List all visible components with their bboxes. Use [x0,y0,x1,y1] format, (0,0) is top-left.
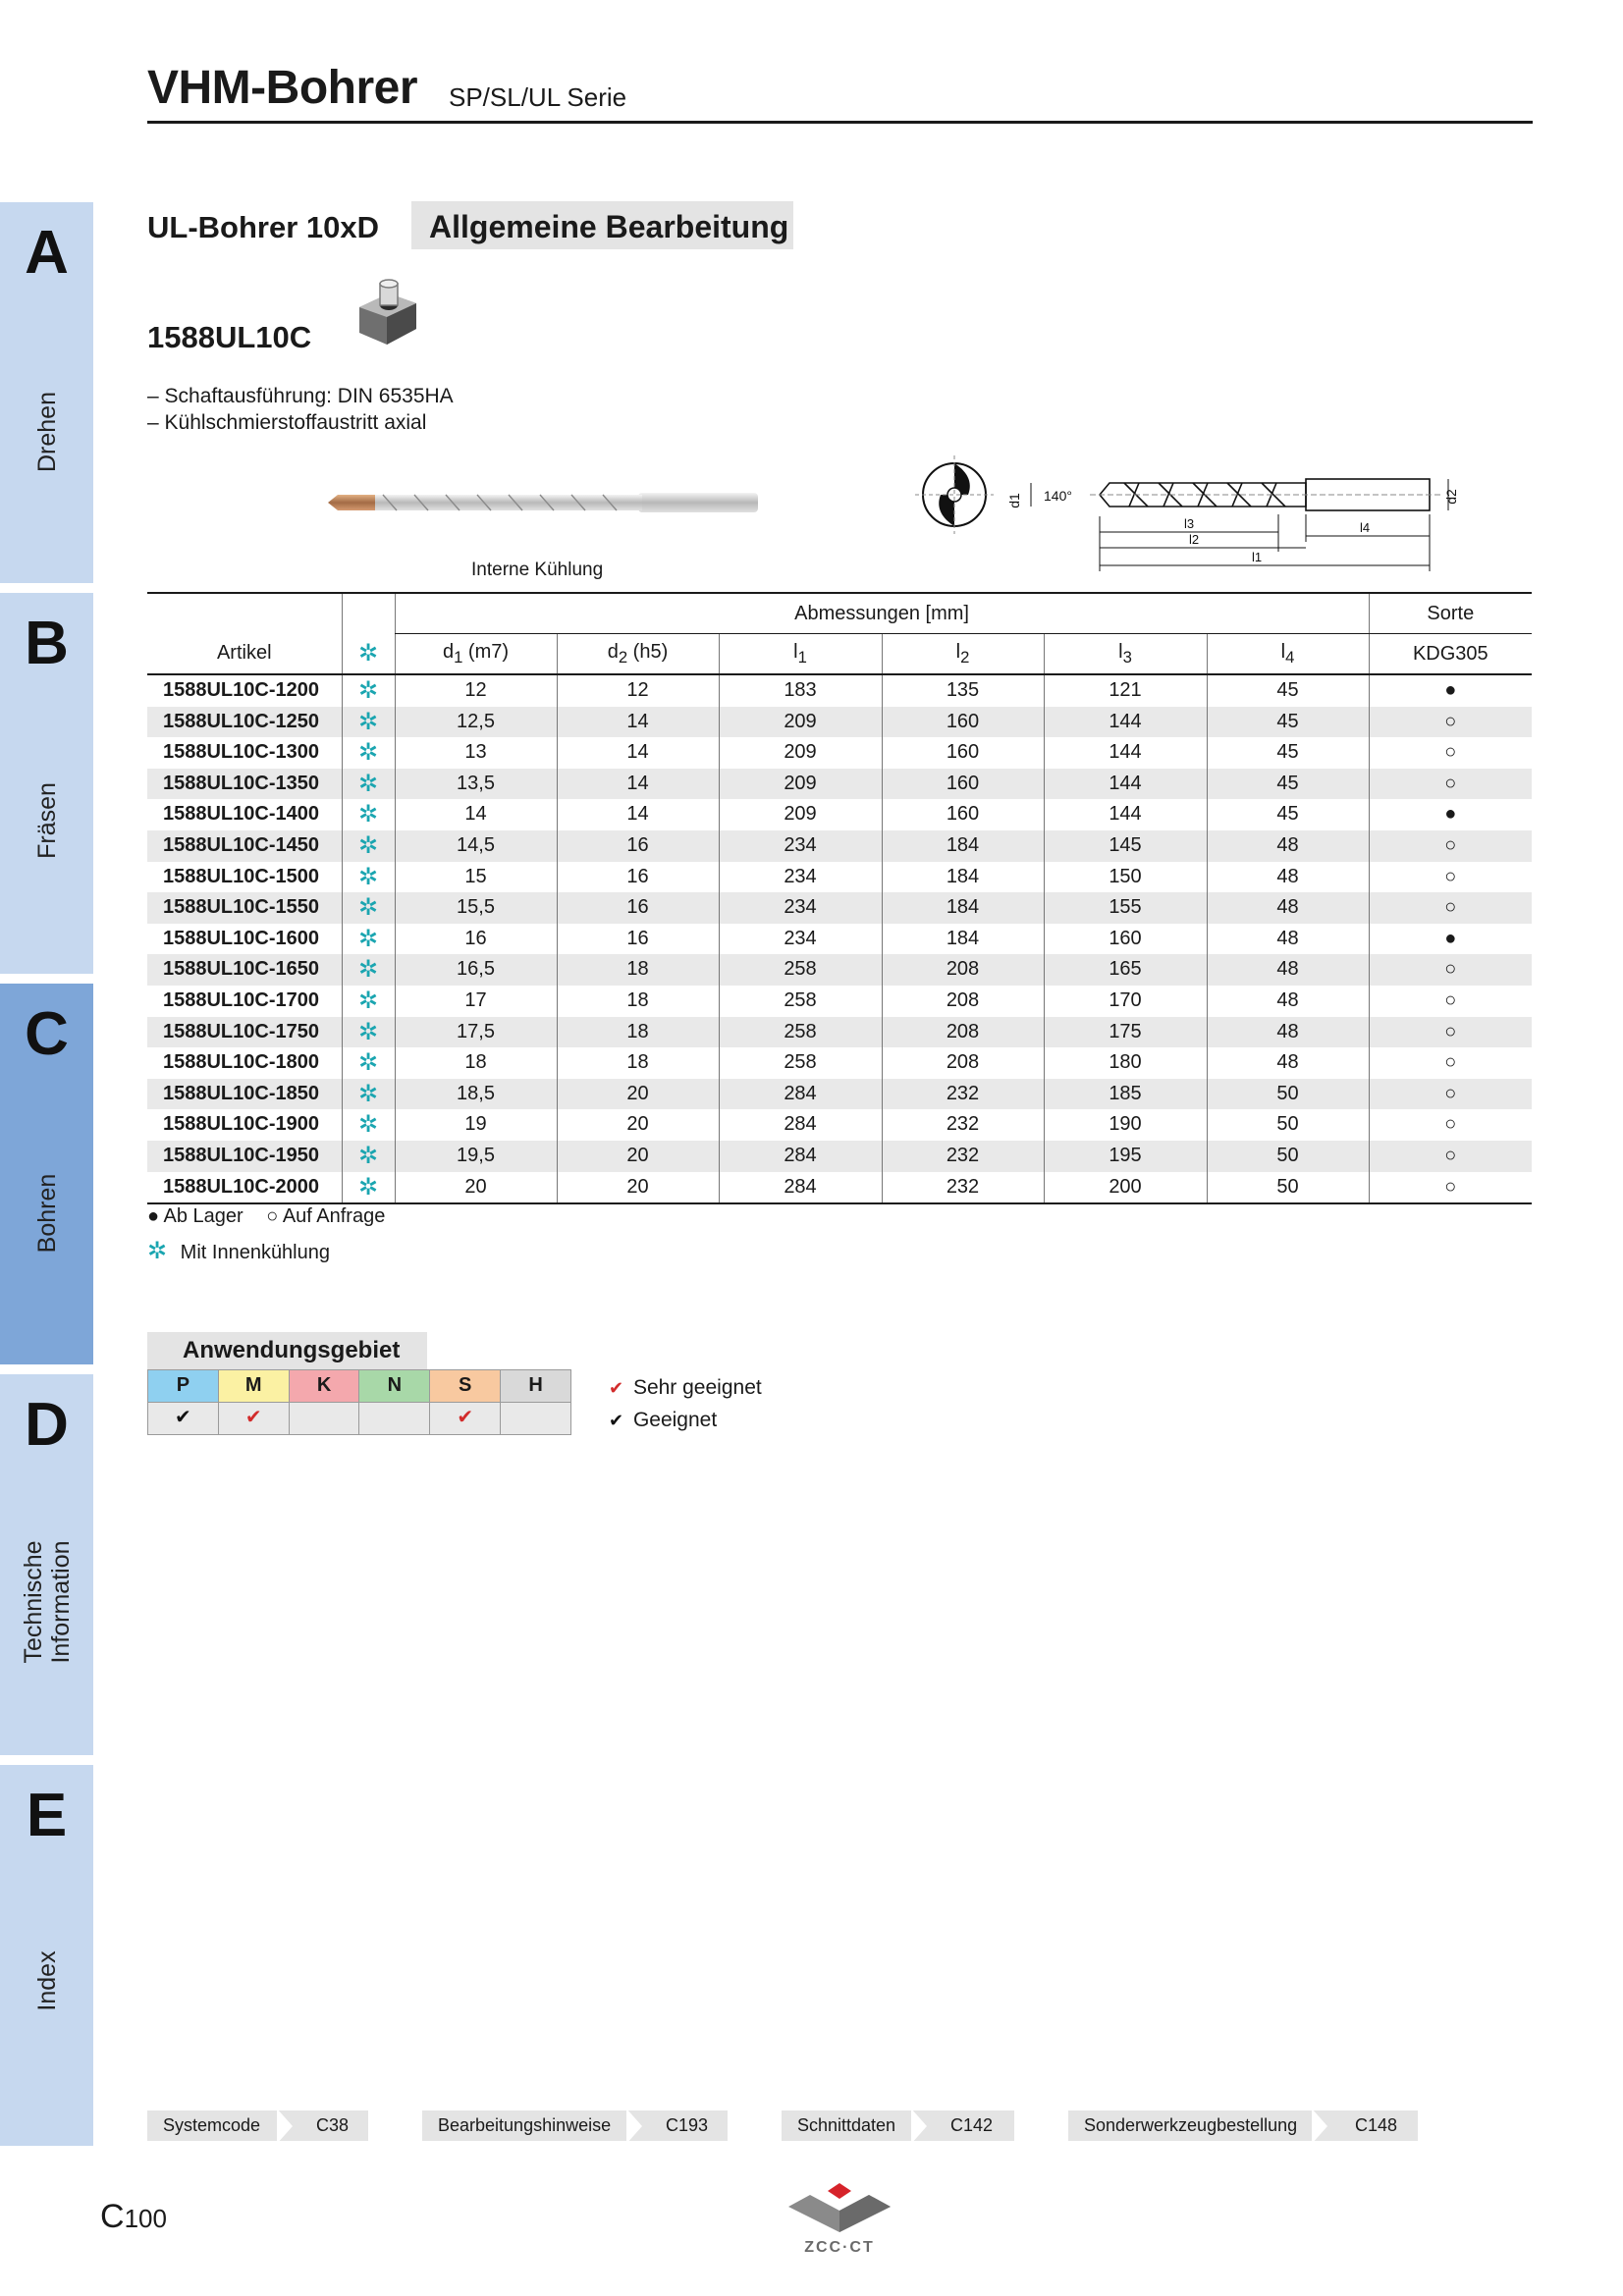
drawing-label-d2: d2 [1443,489,1459,505]
cell-l1: 209 [719,707,882,738]
cell-l2: 232 [882,1109,1044,1141]
cell-l3: 121 [1044,674,1207,707]
cell-article: 1588UL10C-1800 [163,1051,319,1074]
side-tab-label: Fräsen [33,782,61,859]
cell-availability: ● [1369,674,1532,707]
cell-d2: 20 [557,1079,719,1110]
coolant-icon: ✲ [147,1238,168,1264]
table-row [147,1141,1532,1172]
page-subtitle: SP/SL/UL Serie [449,82,627,112]
cell-l4: 50 [1207,1079,1369,1110]
cell-d1: 18 [395,1047,557,1079]
chevron-right-icon [1312,2109,1327,2144]
cell-l1: 234 [719,830,882,862]
material-mark-n [359,1403,430,1435]
cell-article: 1588UL10C-1500 [163,865,319,887]
col-header-l4: $l_4$ [1207,634,1369,675]
side-tab-label-line: Information [47,1540,75,1664]
coolant-icon: ✲ [342,892,395,924]
material-marks-row [148,1403,571,1435]
coolant-icon: ✲ [342,862,395,893]
cell-l1: 209 [719,769,882,800]
cell-d1: 12,5 [395,707,557,738]
cell-l4: 48 [1207,1047,1369,1079]
cell-d2: 18 [557,986,719,1017]
cell-l2: 160 [882,799,1044,830]
drawing-label-d1: d1 [1006,493,1022,508]
side-tab-label-line: Technische [20,1540,47,1664]
ref-schnittdaten[interactable] [782,2110,1014,2141]
cell-d2: 16 [557,924,719,955]
drawing-label-l2: l2 [1188,532,1200,547]
cell-l4: 48 [1207,1017,1369,1048]
cell-l3: 144 [1044,799,1207,830]
drawing-label-l1: l1 [1251,550,1263,564]
cell-d1: 12 [395,674,557,707]
drawing-label-angle: 140° [1044,488,1072,504]
cell-article: 1588UL10C-1600 [163,927,319,949]
col-header-l1: $l_1$ [719,634,882,675]
drill-photo-caption: Interne Kühlung [471,560,604,580]
cell-l4: 48 [1207,862,1369,893]
material-code-p: P [148,1370,219,1403]
cell-article: 1588UL10C-2000 [147,1172,342,1204]
cell-d1: 17 [395,986,557,1017]
cell-l2: 232 [882,1079,1044,1110]
coolant-icon: ✲ [342,1109,395,1141]
check-icon: ✔ [175,1407,191,1428]
application-title-box [147,1332,427,1369]
legend-availability [147,1205,385,1228]
table-row [147,892,1532,924]
cell-l1: 258 [719,986,882,1017]
chevron-right-icon [277,2109,293,2144]
cell-l4: 45 [1207,707,1369,738]
cell-l1: 183 [719,674,882,707]
ref-systemcode[interactable] [147,2110,368,2141]
cell-l3: 200 [1044,1172,1207,1204]
legend-stock: ● Ab Lager [147,1205,243,1227]
ref-page: C193 [666,2115,709,2135]
cell-l4: 45 [1207,799,1369,830]
material-mark-k [289,1403,359,1435]
cell-availability: ○ [1369,954,1532,986]
cell-l4: 45 [1207,674,1369,707]
legend-very-good [609,1376,762,1400]
cell-availability: ○ [1369,1109,1532,1141]
cross-section-view [915,455,994,534]
coolant-icon: ✲ [342,924,395,955]
cell-l3: 180 [1044,1047,1207,1079]
section-title: UL-Bohrer 10xD [147,210,379,244]
cell-l3: 145 [1044,830,1207,862]
cell-l4: 48 [1207,954,1369,986]
ref-label: Schnittdaten [797,2115,896,2135]
cell-d2: 14 [557,737,719,769]
cell-availability: ○ [1369,1047,1532,1079]
group-header-dimensions: Abmessungen [mm] [395,593,1369,634]
cell-availability: ○ [1369,1017,1532,1048]
cell-l4: 45 [1207,769,1369,800]
side-tab-letter: B [25,610,69,677]
side-tab-label: Bohren [33,1173,61,1254]
check-red-icon: ✔ [609,1378,624,1398]
cell-l3: 195 [1044,1141,1207,1172]
feature-item: – Kühlschmierstoffaustritt axial [147,411,427,434]
col-header-coolant-spacer [342,593,395,634]
cell-l1: 209 [719,737,882,769]
table-row [147,954,1532,986]
cell-l2: 135 [882,674,1044,707]
table-row [147,707,1532,738]
table-row [147,986,1532,1017]
cell-d2: 14 [557,707,719,738]
cell-article: 1588UL10C-1400 [163,803,319,826]
cell-l2: 232 [882,1172,1044,1204]
material-code-k: K [289,1370,359,1403]
side-tab-fraesen[interactable] [0,593,93,974]
cell-d1: 16,5 [395,954,557,986]
material-code-m: M [218,1370,289,1403]
cell-d2: 18 [557,1047,719,1079]
table-row [147,799,1532,830]
cell-l4: 50 [1207,1141,1369,1172]
material-mark-p [148,1403,219,1435]
cell-l3: 175 [1044,1017,1207,1048]
cell-article: 1588UL10C-1250 [147,707,342,738]
table-row [147,924,1532,955]
legend-on-request: ○ Auf Anfrage [266,1205,386,1227]
col-header-coolant [342,634,395,675]
check-black-icon: ✔ [609,1411,624,1430]
cell-d1: 18,5 [395,1079,557,1110]
coolant-icon: ✲ [342,707,395,738]
cell-l4: 45 [1207,737,1369,769]
side-tab-technische-information[interactable] [0,1374,93,1755]
cell-d2: 20 [557,1141,719,1172]
cell-l2: 160 [882,737,1044,769]
col-header-grade: KDG305 [1369,634,1532,675]
col-header-l2: $l_2$ [882,634,1044,675]
table-row [147,674,1532,707]
legend-good-label: Geeignet [632,1409,718,1431]
cell-l1: 234 [719,924,882,955]
coolant-icon: ✲ [357,640,379,667]
cell-article: 1588UL10C-1350 [147,769,342,800]
side-tab-letter: E [26,1782,68,1849]
table-row [147,737,1532,769]
coolant-icon: ✲ [342,769,395,800]
cell-d1: 13 [395,737,557,769]
cell-l2: 184 [882,924,1044,955]
coolant-icon: ✲ [342,799,395,830]
ref-sonderwerkzeugbestellung[interactable] [1068,2110,1418,2141]
cell-l4: 48 [1207,924,1369,955]
cell-l1: 234 [719,862,882,893]
cell-availability: ● [1369,799,1532,830]
cell-l2: 184 [882,892,1044,924]
cell-d2: 18 [557,954,719,986]
table-row [147,769,1532,800]
ref-label: Sonderwerkzeugbestellung [1084,2115,1298,2135]
side-tab-label: Drehen [33,392,61,472]
cell-availability: ○ [1369,707,1532,738]
table-row [147,1079,1532,1110]
material-code-n: N [359,1370,430,1403]
feature-item: – Schaftausführung: DIN 6535HA [147,385,454,407]
cell-l1: 258 [719,1047,882,1079]
cell-l4: 48 [1207,892,1369,924]
material-code-h: H [501,1370,571,1403]
check-icon: ✔ [244,1407,262,1428]
cell-d1: 14,5 [395,830,557,862]
cell-availability: ○ [1369,769,1532,800]
coolant-icon: ✲ [342,954,395,986]
cell-l2: 232 [882,1141,1044,1172]
material-code-s: S [430,1370,501,1403]
cell-l2: 160 [882,707,1044,738]
cell-d2: 16 [557,830,719,862]
page-number: C100 [100,2198,167,2235]
cell-availability: ○ [1369,737,1532,769]
table-row [147,1109,1532,1141]
cell-d1: 14 [395,799,557,830]
cell-availability: ○ [1369,1141,1532,1172]
cell-l4: 48 [1207,986,1369,1017]
coolant-icon: ✲ [342,1047,395,1079]
logo-text: ZCC·CT [804,2239,875,2256]
cell-availability: ○ [1369,1079,1532,1110]
drilling-icon [355,278,420,348]
coolant-icon: ✲ [342,1017,395,1048]
material-codes-row [148,1370,571,1403]
cell-article: 1588UL10C-1550 [147,892,342,924]
chevron-right-icon [626,2109,642,2144]
cell-l3: 144 [1044,737,1207,769]
page-title: VHM-Bohrer [147,62,418,114]
cell-availability: ○ [1369,862,1532,893]
coolant-icon: ✲ [342,1141,395,1172]
cell-l1: 258 [719,1017,882,1048]
side-tab-letter: D [25,1391,69,1459]
cell-l1: 209 [719,799,882,830]
drawing-label-l4: l4 [1359,520,1371,535]
spec-table [147,592,1532,1204]
cell-article: 1588UL10C-1750 [147,1017,342,1048]
check-icon: ✔ [457,1407,474,1428]
cell-l4: 48 [1207,830,1369,862]
cell-l3: 170 [1044,986,1207,1017]
ref-bearbeitungshinweise[interactable] [422,2110,728,2141]
coolant-icon: ✲ [342,1079,395,1110]
cell-l1: 284 [719,1172,882,1204]
cell-l3: 190 [1044,1109,1207,1141]
cell-d2: 14 [557,799,719,830]
cell-d1: 19,5 [395,1141,557,1172]
cell-l1: 284 [719,1079,882,1110]
cell-availability: ○ [1369,1172,1532,1204]
col-header-article-spacer [147,593,342,634]
table-row [147,1172,1532,1204]
side-tab-label: Index [33,1950,61,2011]
side-tab-label [20,1540,75,1663]
cell-d1: 17,5 [395,1017,557,1048]
col-header-d2: $d_2$ (h5) [557,634,719,675]
cell-l2: 208 [882,1047,1044,1079]
coolant-icon: ✲ [342,986,395,1017]
cell-l4: 50 [1207,1109,1369,1141]
cell-article: 1588UL10C-1700 [163,988,319,1011]
zcc-ct-logo [781,2177,898,2256]
col-header-article: Artikel [147,634,342,675]
cell-l3: 155 [1044,892,1207,924]
legend-coolant-label: Mit Innenkühlung [180,1242,330,1263]
application-title: Anwendungsgebiet [183,1337,401,1363]
table-row [147,830,1532,862]
cell-l2: 184 [882,830,1044,862]
legend-coolant [147,1237,330,1265]
material-mark-m [218,1403,289,1435]
product-code: 1588UL10C [147,320,312,354]
cell-article: 1588UL10C-1650 [147,954,342,986]
cell-l1: 234 [719,892,882,924]
cell-d2: 20 [557,1109,719,1141]
material-mark-h [501,1403,571,1435]
cell-l3: 165 [1044,954,1207,986]
table-row [147,1017,1532,1048]
application-table [147,1369,571,1435]
cell-availability: ○ [1369,986,1532,1017]
ref-label: Bearbeitungshinweise [438,2115,612,2135]
cell-d1: 16 [395,924,557,955]
coolant-icon: ✲ [342,1172,395,1204]
cell-d2: 14 [557,769,719,800]
cell-availability: ● [1369,924,1532,955]
side-tab-letter: C [25,1000,69,1068]
cell-l4: 50 [1207,1172,1369,1204]
cell-d2: 16 [557,862,719,893]
side-tab-bohren[interactable] [0,984,93,1364]
cell-availability: ○ [1369,892,1532,924]
cell-article: 1588UL10C-1200 [163,679,319,701]
cell-article: 1588UL10C-1450 [147,830,342,862]
cell-l2: 208 [882,1017,1044,1048]
cell-l3: 160 [1044,924,1207,955]
cell-article: 1588UL10C-1850 [147,1079,342,1110]
cell-l2: 208 [882,954,1044,986]
cell-l3: 150 [1044,862,1207,893]
header-rule [147,121,1533,124]
cell-article: 1588UL10C-1900 [163,1113,319,1136]
cell-d2: 16 [557,892,719,924]
cell-article: 1588UL10C-1300 [163,741,319,764]
cell-d1: 19 [395,1109,557,1141]
cell-l1: 284 [719,1109,882,1141]
side-tab-drehen[interactable] [0,202,93,583]
col-header-l3: $l_3$ [1044,634,1207,675]
coolant-icon: ✲ [342,737,395,769]
chevron-right-icon [911,2109,927,2144]
cell-d1: 15,5 [395,892,557,924]
material-mark-s [430,1403,501,1435]
cell-article: 1588UL10C-1950 [147,1141,342,1172]
cell-l3: 144 [1044,707,1207,738]
cell-l2: 184 [882,862,1044,893]
ref-page: C142 [950,2115,994,2135]
cell-d2: 18 [557,1017,719,1048]
cell-d2: 12 [557,674,719,707]
ref-label: Systemcode [163,2115,261,2135]
legend-good [609,1409,717,1432]
group-header-grade: Sorte [1369,593,1532,634]
ref-page: C38 [316,2115,350,2135]
section-badge-label: Allgemeine Bearbeitung [429,209,789,244]
cell-d1: 13,5 [395,769,557,800]
side-tab-index[interactable] [0,1765,93,2146]
cell-l3: 185 [1044,1079,1207,1110]
legend-very-good-label: Sehr geeignet [632,1376,762,1399]
side-tab-letter: A [25,219,69,287]
cell-l3: 144 [1044,769,1207,800]
cell-availability: ○ [1369,830,1532,862]
table-row [147,862,1532,893]
cell-l1: 258 [719,954,882,986]
cell-d2: 20 [557,1172,719,1204]
drill-photo [324,486,761,519]
cell-l2: 208 [882,986,1044,1017]
section-badge [411,201,793,249]
col-header-d1: $d_1$ (m7) [395,634,557,675]
cell-d1: 20 [395,1172,557,1204]
drawing-label-l3: l3 [1183,516,1195,531]
coolant-icon: ✲ [342,674,395,707]
cell-l1: 284 [719,1141,882,1172]
spec-table-body [147,674,1532,1203]
table-row [147,1047,1532,1079]
ref-page: C148 [1355,2115,1398,2135]
technical-drawing [913,450,1463,579]
cell-d1: 15 [395,862,557,893]
cell-l2: 160 [882,769,1044,800]
coolant-icon: ✲ [342,830,395,862]
